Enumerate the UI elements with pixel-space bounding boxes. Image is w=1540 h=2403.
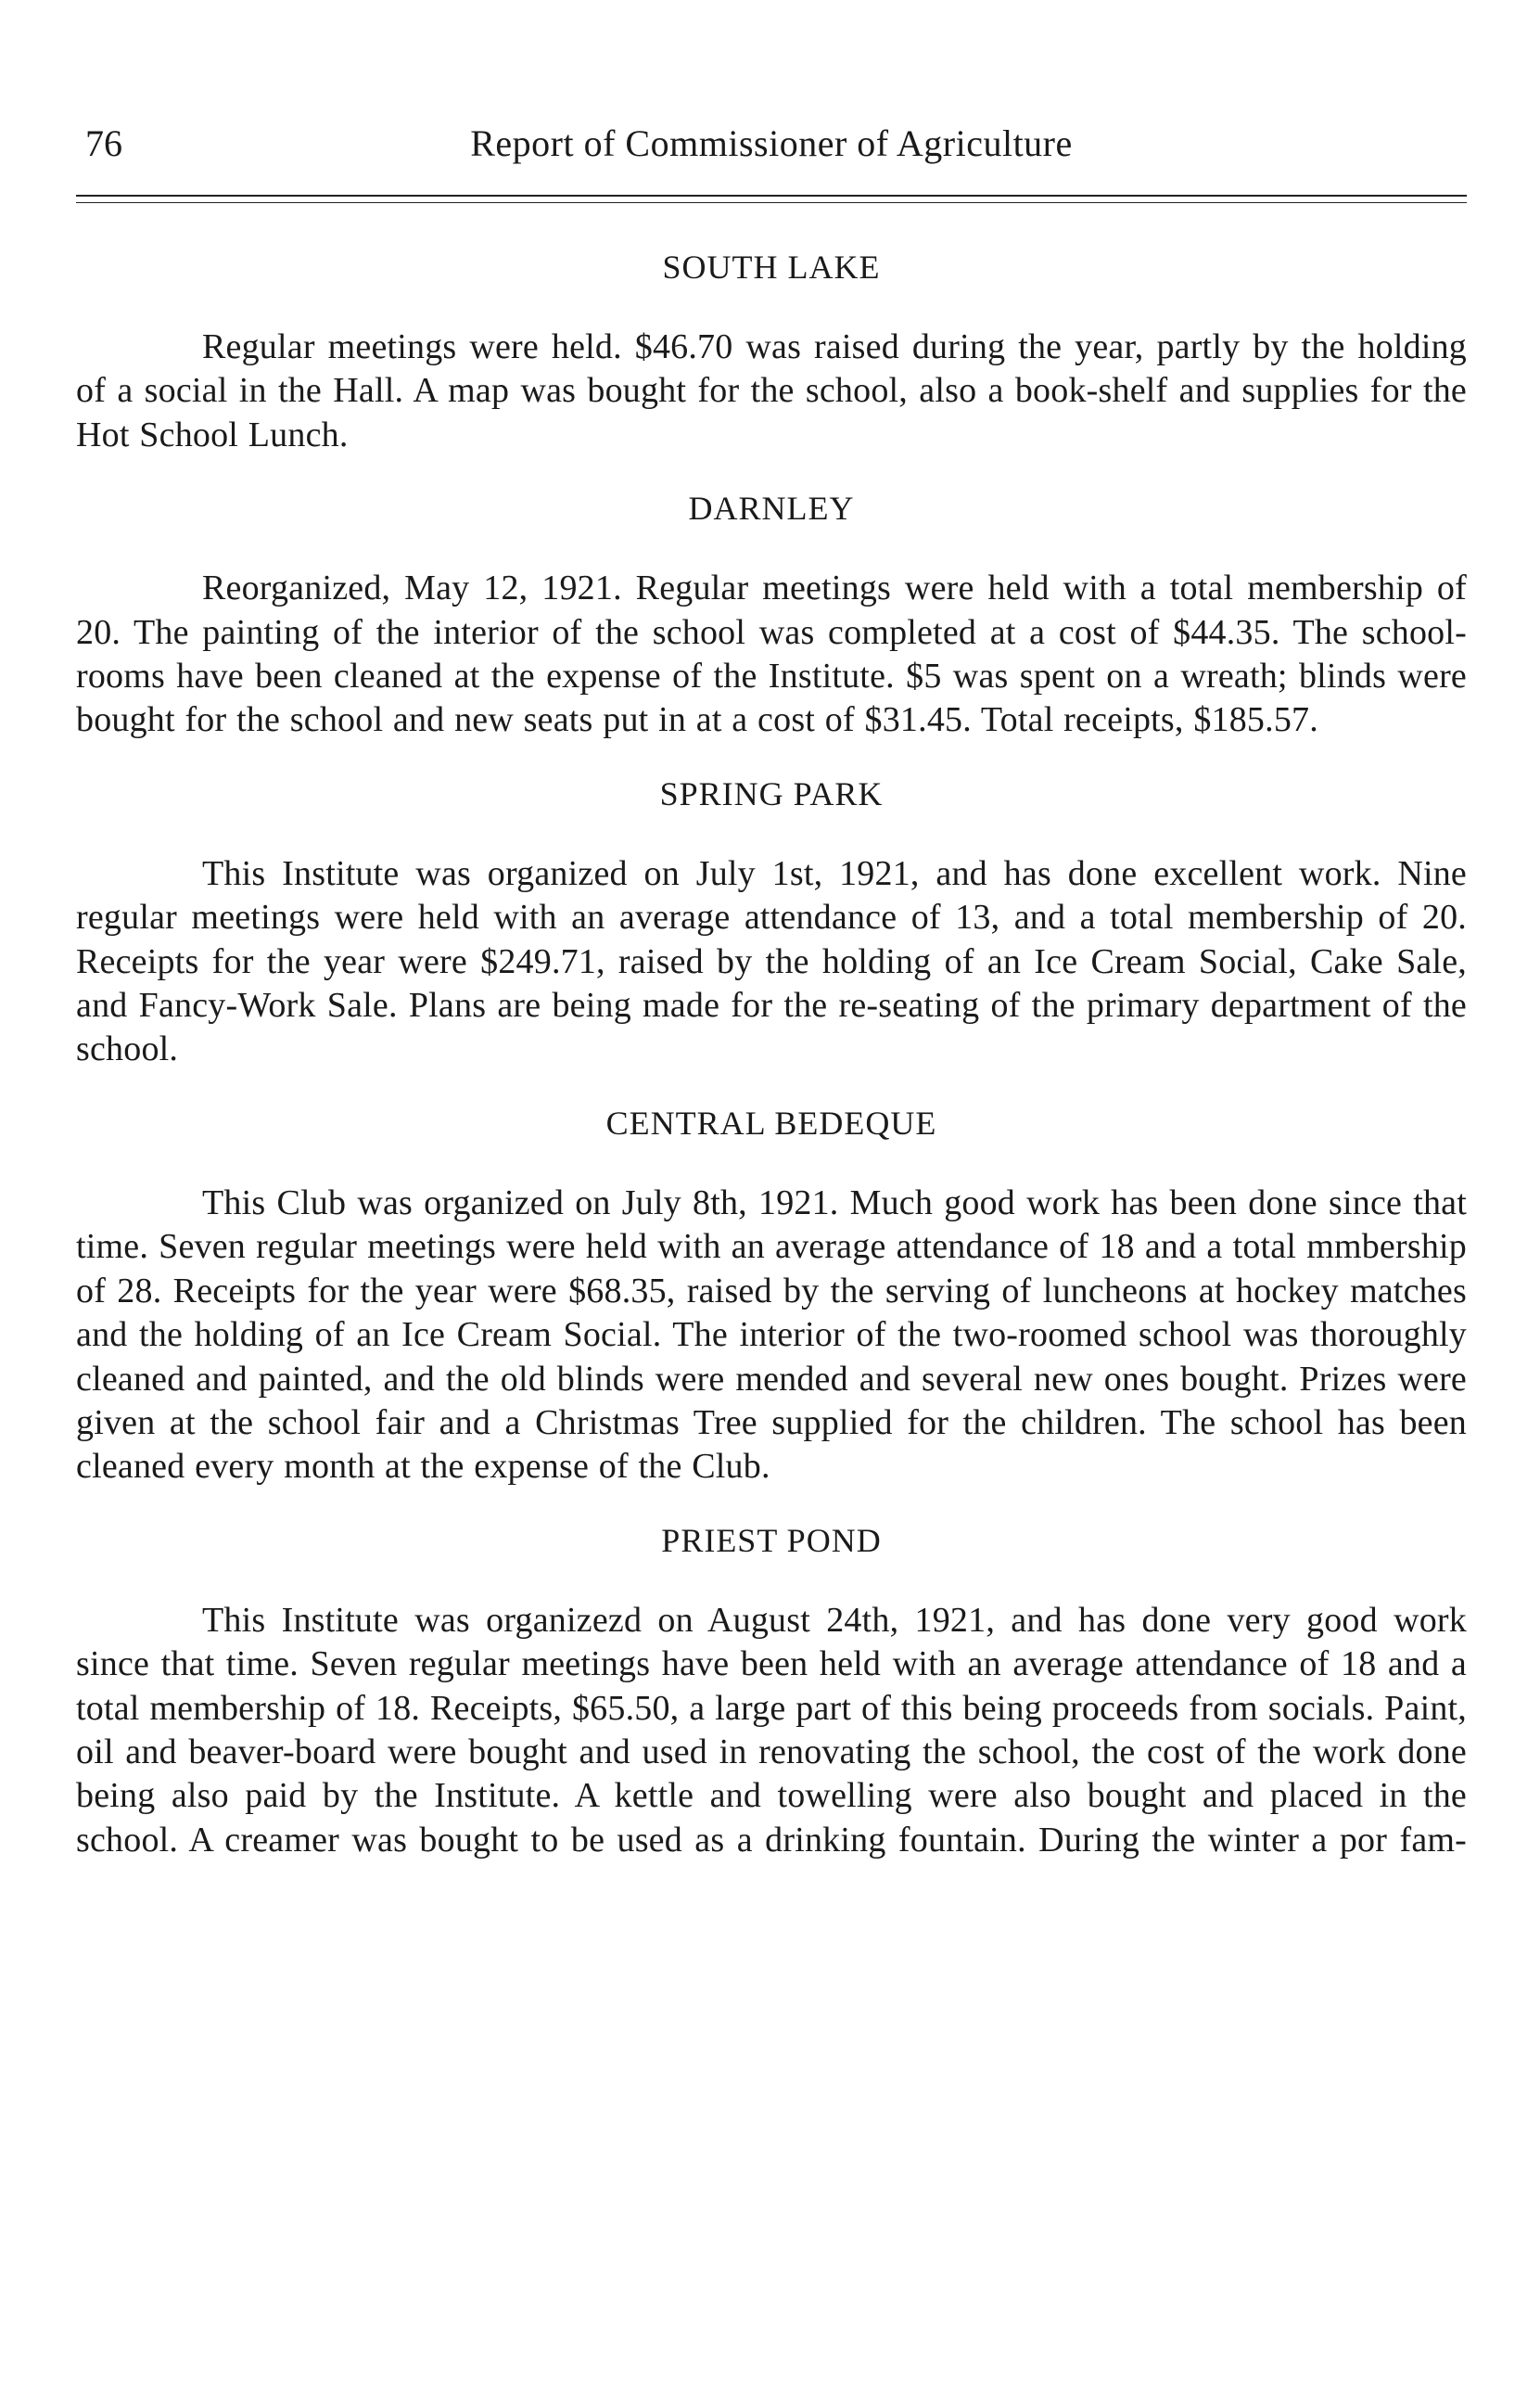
running-title: Report of Commissioner of Agriculture bbox=[470, 122, 1073, 164]
page bbox=[76, 111, 1467, 1862]
header-rule bbox=[76, 195, 1467, 203]
section-heading-south-lake: SOUTH LAKE bbox=[662, 249, 881, 286]
section-heading-priest-pond: PRIEST POND bbox=[661, 1521, 882, 1559]
section-paragraph-south-lake: Regular meetings were held. $46.70 was raised during the year, partly by the holding of a social in the Hall. A map was bought for the school, also a book-shelf and supplies for the Hot School Lunch. bbox=[76, 327, 1467, 454]
section-paragraph-darnley: Reorganized, May 12, 1921. Regular meetings were held with a total membership of 20. The painting of the interior of the school was completed at a cost of $44.35. The school-rooms have been cleaned at the expense of the Institute. $5 was spent on a wreath; blinds were bought for the school and new seats put in at a cost of $31.45. Total receipts, $185.57. bbox=[76, 569, 1467, 740]
section-paragraph-priest-pond: This Institute was organizezd on August 24th, 1921, and has done very good work since that time. Seven regular meetings have been held with an average attendance of 18 and a total membership of 18. Receipts, $65.50, a large part of this being proceeds from socials. Paint, oil and beaver-board were bought and used in renovating the school, the cost of the work done being also paid by the Institute. A kettle and towelling were also bought and placed in the school. A creamer was bought to be used as a drinking fountain. During the winter a por fam- bbox=[76, 1600, 1467, 1860]
section-heading-spring-park: SPRING PARK bbox=[659, 774, 884, 812]
section-heading-central-bedeque: CENTRAL BEDEQUE bbox=[605, 1104, 937, 1142]
running-header bbox=[76, 111, 1467, 176]
section-paragraph-central-bedeque: This Club was organized on July 8th, 1921. Much good work has been done since that time. Seven regular meetings were held with an average attendance of 18 and a total mmbership of 28. Receipts for the year were $68.35, raised by the serving of luncheons at hockey matches and the holding of an Ice Cream Social. The interior of the two-roomed school was thoroughly cleaned and painted, and the old blinds were mended and several new ones bought. Prizes were given at the school fair and a Christmas Tree supplied for the children. The school has been cleaned every month at the expense of the Club. bbox=[76, 1182, 1467, 1487]
section-paragraph-spring-park: This Institute was organized on July 1st, 1921, and has done excellent work. Nine regular meetings were held with an average attendance of 13, and a total membership of 20. Receipts for the year were $249.71, raised by the holding of an Ice Cream Social, Cake Sale, and Fancy-Work Sale. Plans are being made for the re-seating of the primary department of the school. bbox=[76, 853, 1467, 1069]
section-heading-darnley: DARNLEY bbox=[688, 490, 855, 528]
page-number: 76 bbox=[85, 122, 122, 164]
